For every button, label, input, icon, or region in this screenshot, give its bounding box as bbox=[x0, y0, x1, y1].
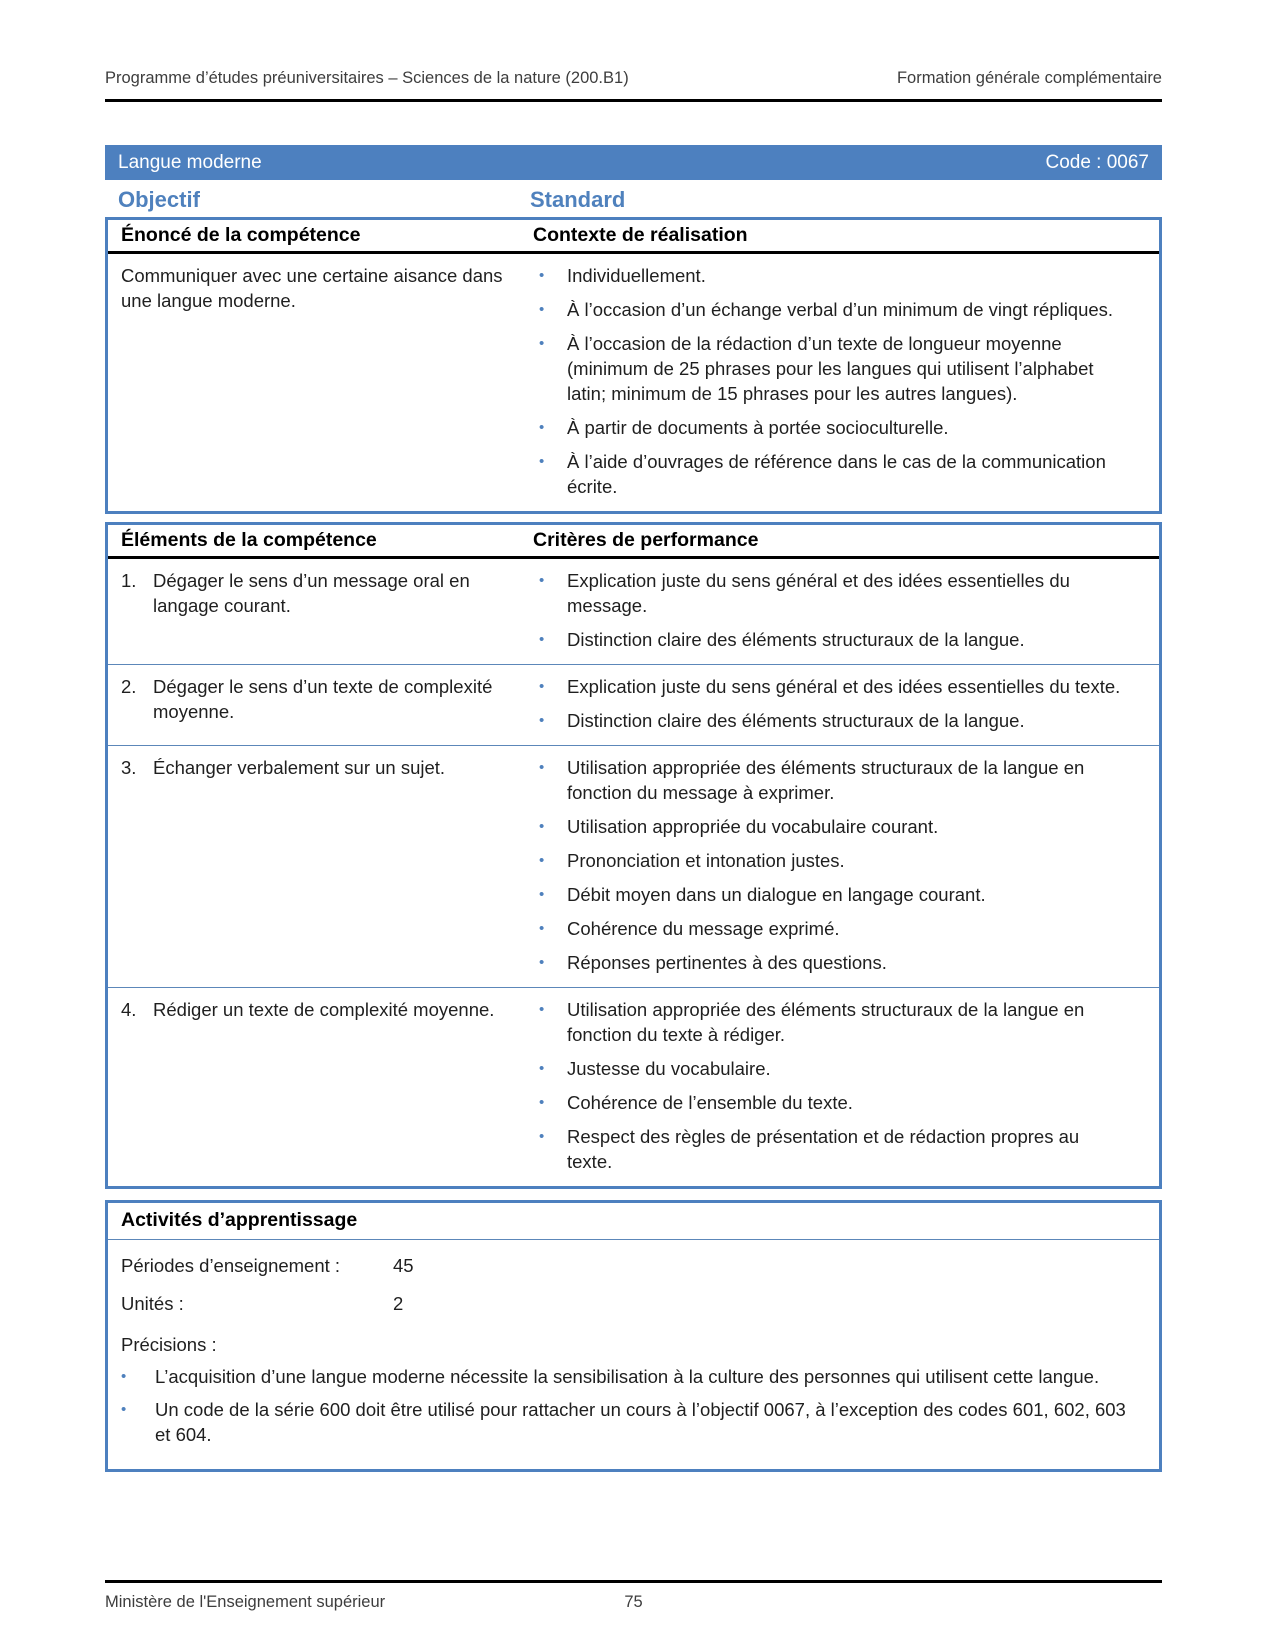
bullet-icon: • bbox=[539, 631, 545, 648]
element-row-4 bbox=[108, 987, 1159, 1186]
list-item bbox=[533, 627, 1129, 652]
element-cell bbox=[108, 755, 533, 975]
elements-table bbox=[105, 522, 1162, 1189]
bullet-icon: • bbox=[539, 453, 545, 470]
footer-page-number: 75 bbox=[624, 1593, 643, 1611]
list-item bbox=[533, 950, 1129, 975]
bullet-text: L’acquisition d’une langue moderne nécessite la sensibilisation à la culture des personnes qui utilisent cette langue. bbox=[155, 1366, 1100, 1387]
bullet-text: Distinction claire des éléments structuraux de la langue. bbox=[567, 710, 1025, 731]
criteria-bullet-list bbox=[533, 674, 1159, 733]
bullet-icon: • bbox=[539, 678, 545, 695]
bullet-icon: • bbox=[539, 267, 545, 284]
bullet-text: Distinction claire des éléments structuraux de la langue. bbox=[567, 629, 1025, 650]
element-text: Dégager le sens d’un message oral en langage courant. bbox=[153, 570, 470, 616]
contexte-header: Contexte de réalisation bbox=[533, 224, 748, 246]
list-item bbox=[108, 1364, 1146, 1389]
element-cell bbox=[108, 674, 533, 733]
bullet-icon: • bbox=[539, 852, 545, 869]
periodes-field bbox=[108, 1240, 1159, 1278]
criteria-bullet-list bbox=[533, 568, 1159, 652]
element-row-1 bbox=[108, 559, 1159, 664]
competence-table bbox=[105, 217, 1162, 514]
bullet-icon: • bbox=[539, 1094, 545, 1111]
competence-row bbox=[108, 254, 1159, 511]
element-text: Échanger verbalement sur un sujet. bbox=[153, 757, 446, 778]
bullet-icon: • bbox=[539, 572, 545, 589]
periodes-label: Périodes d’enseignement : bbox=[121, 1255, 341, 1276]
contexte-bullet-list bbox=[533, 263, 1159, 499]
bullet-text: Débit moyen dans un dialogue en langage courant. bbox=[567, 884, 986, 905]
running-footer bbox=[105, 1580, 1162, 1615]
enonce-header: Énoncé de la compétence bbox=[121, 224, 361, 246]
list-item bbox=[533, 916, 1129, 941]
element-text: Dégager le sens d’un texte de complexité moyenne. bbox=[153, 676, 493, 722]
list-item bbox=[533, 1124, 1129, 1174]
bullet-icon: • bbox=[539, 1001, 545, 1018]
list-item bbox=[533, 568, 1129, 618]
objectif-heading: Objectif bbox=[118, 187, 200, 212]
bullet-icon: • bbox=[539, 920, 545, 937]
enonce-text: Communiquer avec une certaine aisance dans une langue moderne. bbox=[121, 265, 503, 311]
bullet-text: Respect des règles de présentation et de rédaction propres au texte. bbox=[567, 1126, 1080, 1172]
bullet-text: Prononciation et intonation justes. bbox=[567, 850, 845, 871]
bullet-icon: • bbox=[539, 419, 545, 436]
unites-label: Unités : bbox=[121, 1293, 184, 1314]
bullet-text: Un code de la série 600 doit être utilisé pour rattacher un cours à l’objectif 0067, à l’exception des codes 601, 602, 603 et 604. bbox=[155, 1399, 1126, 1445]
list-item bbox=[533, 449, 1129, 499]
element-row-2 bbox=[108, 664, 1159, 745]
bullet-icon: • bbox=[121, 1368, 127, 1385]
list-item bbox=[108, 1397, 1146, 1447]
bullet-text: À partir de documents à portée socioculturelle. bbox=[567, 417, 949, 438]
bullet-icon: • bbox=[539, 335, 545, 352]
element-cell bbox=[108, 997, 533, 1174]
list-item bbox=[533, 997, 1129, 1047]
elements-header: Éléments de la compétence bbox=[121, 529, 377, 551]
course-banner bbox=[105, 145, 1162, 180]
list-item bbox=[533, 1056, 1129, 1081]
bullet-text: Réponses pertinentes à des questions. bbox=[567, 952, 887, 973]
competence-table-header bbox=[108, 220, 1159, 254]
unites-value: 2 bbox=[393, 1293, 404, 1314]
bullet-text: Cohérence de l’ensemble du texte. bbox=[567, 1092, 853, 1113]
bullet-icon: • bbox=[539, 1060, 545, 1077]
list-item bbox=[533, 674, 1129, 699]
footer-ministry: Ministère de l'Enseignement supérieur bbox=[105, 1593, 386, 1611]
standard-heading: Standard bbox=[530, 187, 626, 212]
list-item bbox=[533, 755, 1129, 805]
criteres-header: Critères de performance bbox=[533, 529, 759, 551]
criteria-bullet-list bbox=[533, 755, 1159, 975]
bullet-text: Explication juste du sens général et des idées essentielles du texte. bbox=[567, 676, 1121, 697]
bullet-text: À l’occasion de la rédaction d’un texte de longueur moyenne (minimum de 25 phrases pour les langues qui utilisent l’alphabet latin; minimum de 15 phrases pour les autres langues). bbox=[567, 333, 1094, 404]
header-program-title: Programme d’études préuniversitaires – Sciences de la nature (200.B1) bbox=[105, 69, 629, 87]
list-item bbox=[533, 297, 1129, 322]
bullet-text: Utilisation appropriée des éléments structuraux de la langue en fonction du message à exprimer. bbox=[567, 757, 1085, 803]
list-item bbox=[533, 882, 1129, 907]
bullet-icon: • bbox=[539, 954, 545, 971]
list-item bbox=[533, 1090, 1129, 1115]
bullet-text: Explication juste du sens général et des idées essentielles du message. bbox=[567, 570, 1070, 616]
precisions-bullet-list bbox=[108, 1364, 1159, 1447]
list-item bbox=[533, 263, 1129, 288]
bullet-text: Utilisation appropriée des éléments structuraux de la langue en fonction du texte à rédiger. bbox=[567, 999, 1085, 1045]
activites-title: Activités d’apprentissage bbox=[108, 1203, 1159, 1240]
header-section-title: Formation générale complémentaire bbox=[896, 69, 1162, 87]
list-item bbox=[533, 848, 1129, 873]
bullet-text: Individuellement. bbox=[567, 265, 706, 286]
activites-section bbox=[105, 1200, 1162, 1472]
bullet-icon: • bbox=[539, 759, 545, 776]
column-headings bbox=[105, 187, 1162, 212]
bullet-icon: • bbox=[121, 1401, 127, 1418]
list-item bbox=[533, 814, 1129, 839]
bullet-icon: • bbox=[539, 886, 545, 903]
bullet-text: À l’aide d’ouvrages de référence dans le cas de la communication écrite. bbox=[567, 451, 1106, 497]
course-title: Langue moderne bbox=[118, 152, 262, 173]
page-content bbox=[105, 145, 1162, 1472]
elements-table-header bbox=[108, 525, 1159, 559]
bullet-text: Cohérence du message exprimé. bbox=[567, 918, 840, 939]
list-item bbox=[533, 415, 1129, 440]
element-cell bbox=[108, 568, 533, 652]
bullet-icon: • bbox=[539, 818, 545, 835]
course-code: Code : 0067 bbox=[1045, 152, 1149, 173]
element-number: 2. bbox=[121, 676, 137, 697]
bullet-text: Justesse du vocabulaire. bbox=[567, 1058, 771, 1079]
element-number: 4. bbox=[121, 999, 137, 1020]
running-header bbox=[105, 66, 1162, 102]
unites-field bbox=[108, 1278, 1159, 1316]
periodes-value: 45 bbox=[393, 1255, 414, 1276]
bullet-text: À l’occasion d’un échange verbal d’un minimum de vingt répliques. bbox=[567, 299, 1114, 320]
criteria-bullet-list bbox=[533, 997, 1159, 1174]
bullet-icon: • bbox=[539, 712, 545, 729]
bullet-icon: • bbox=[539, 1128, 545, 1145]
list-item bbox=[533, 708, 1129, 733]
list-item bbox=[533, 331, 1129, 406]
bullet-icon: • bbox=[539, 301, 545, 318]
element-row-3 bbox=[108, 745, 1159, 987]
element-number: 1. bbox=[121, 570, 137, 591]
element-number: 3. bbox=[121, 757, 137, 778]
precisions-label: Précisions : bbox=[121, 1334, 217, 1355]
element-text: Rédiger un texte de complexité moyenne. bbox=[153, 999, 495, 1020]
bullet-text: Utilisation appropriée du vocabulaire courant. bbox=[567, 816, 939, 837]
